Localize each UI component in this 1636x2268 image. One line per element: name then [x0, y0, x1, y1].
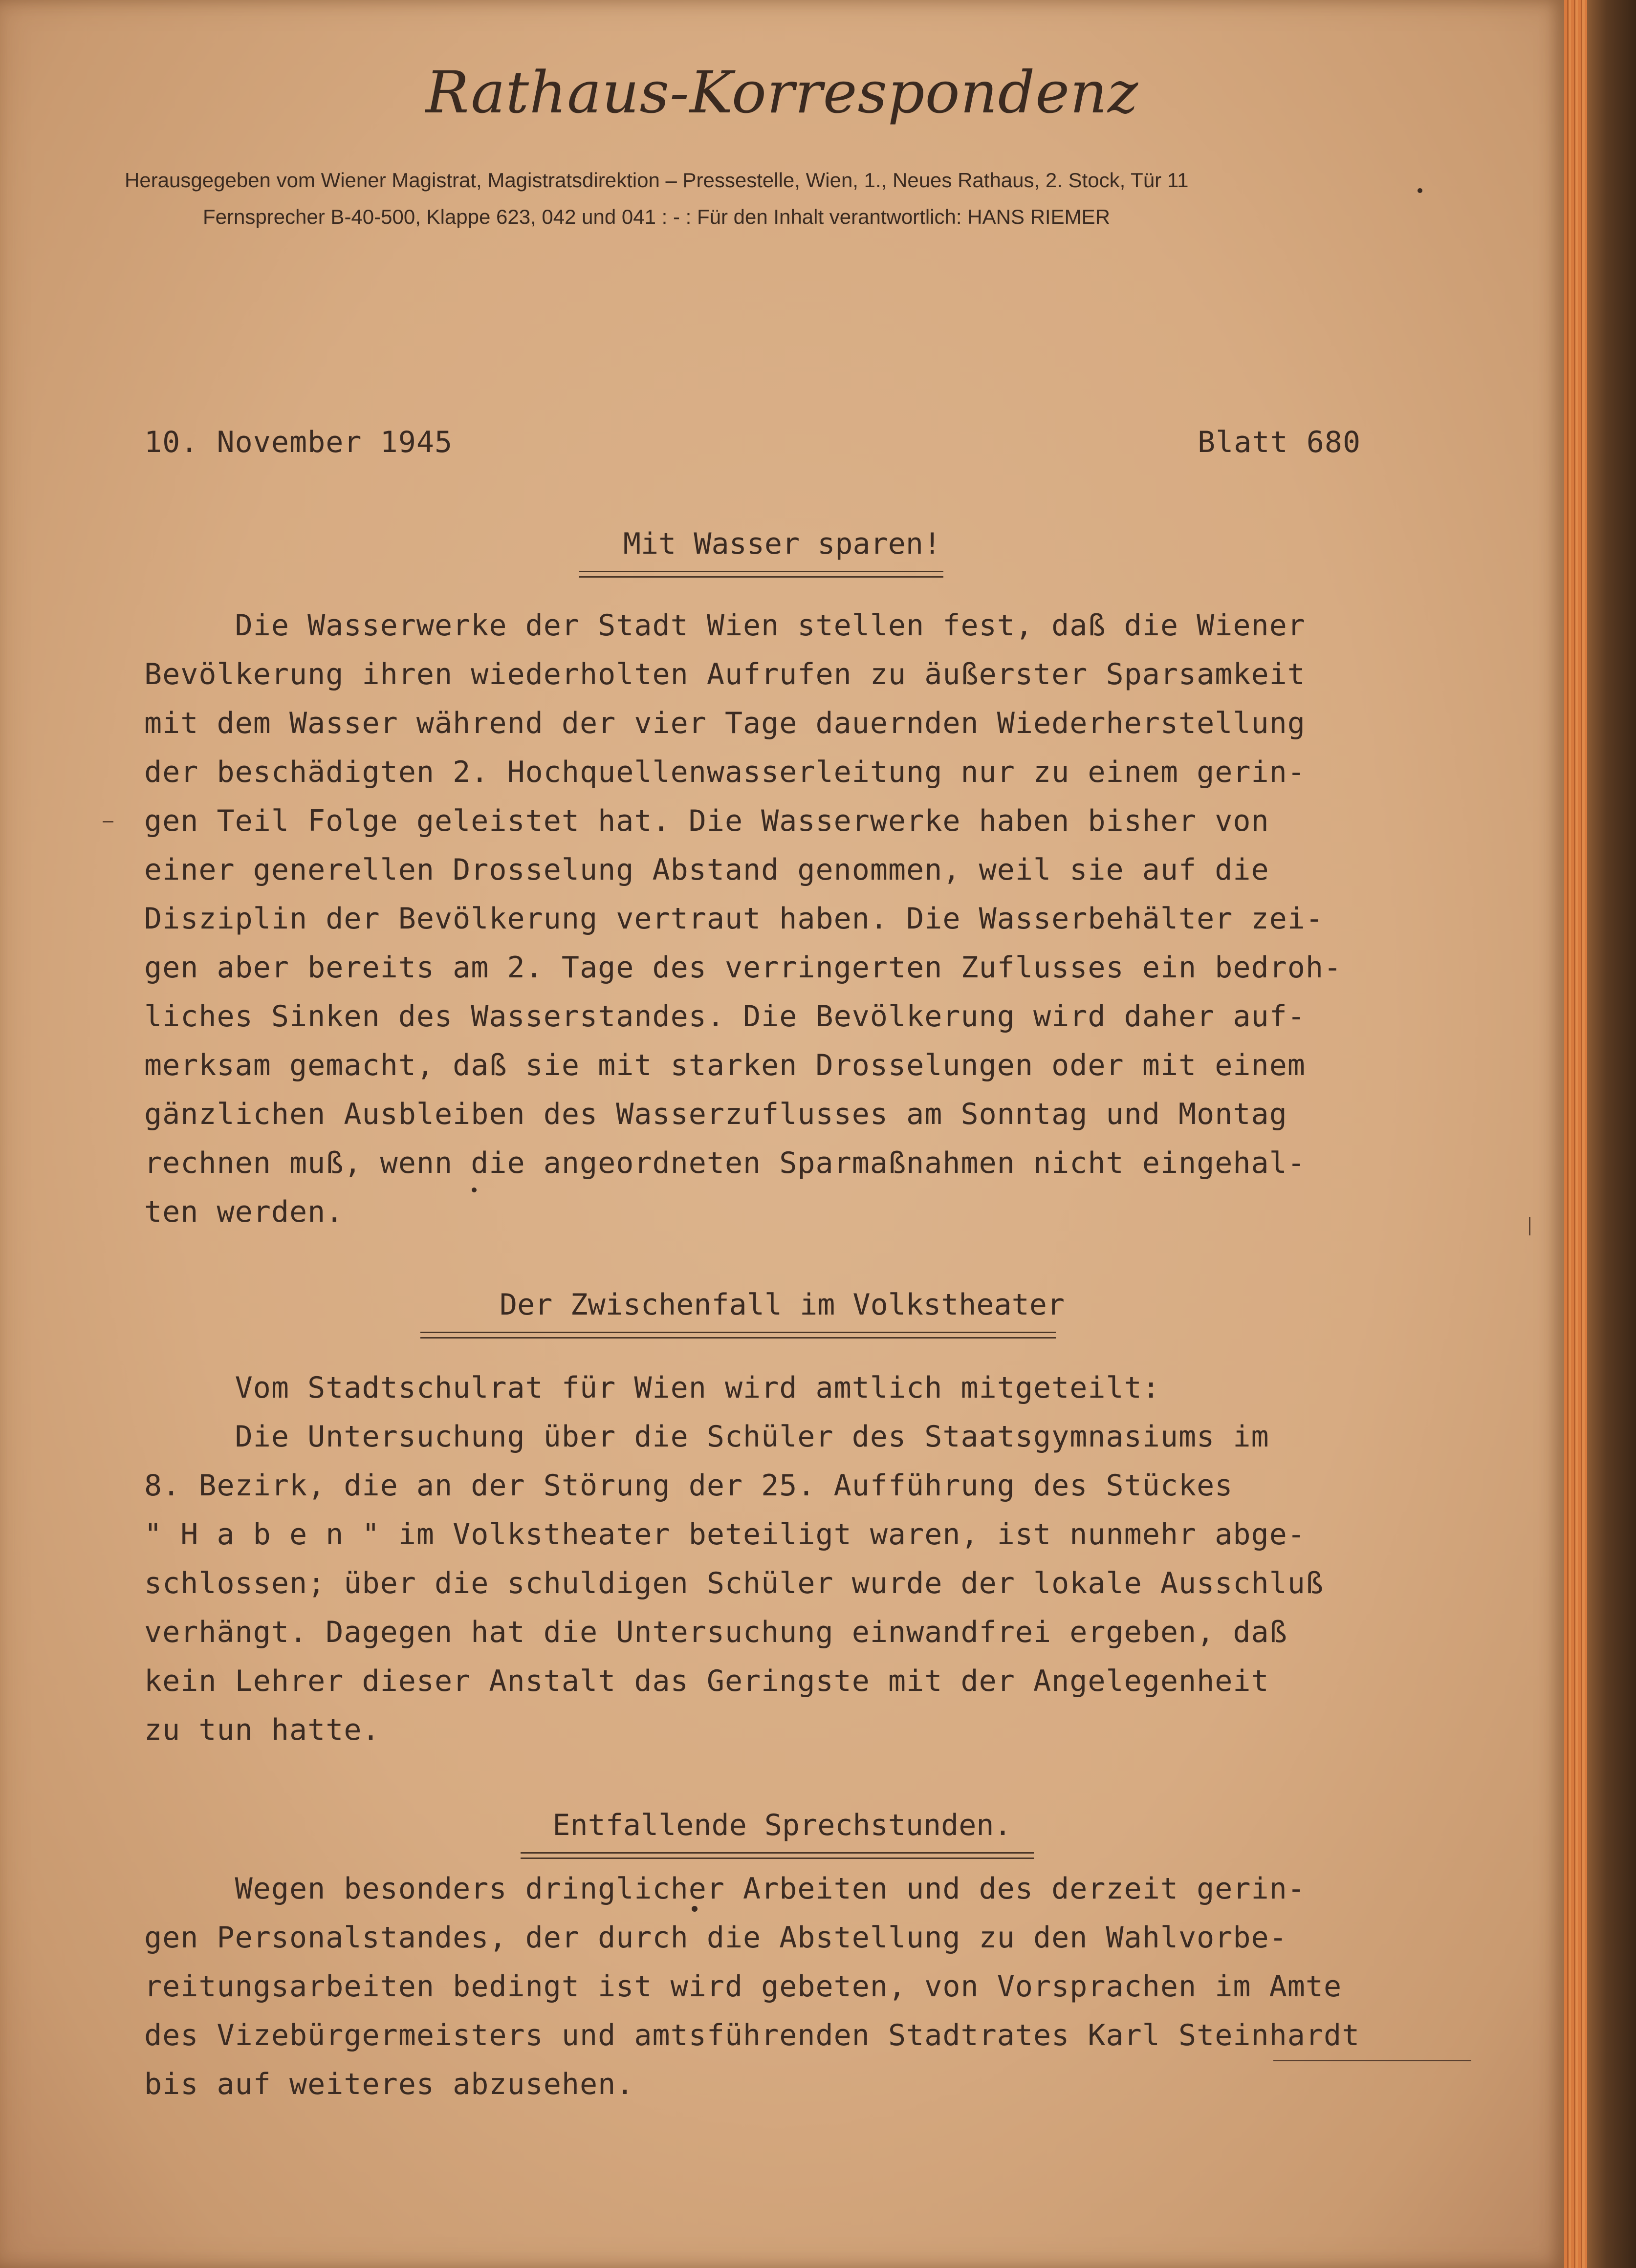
article-volkstheater-line: kein Lehrer dieser Anstalt das Geringste mit der Angelegenheit — [144, 1664, 1269, 1698]
heading-double-underline — [420, 1332, 1056, 1333]
heading-double-underline — [521, 1852, 1034, 1854]
article-heading-volkstheater: Der Zwischenfall im Volkstheater — [500, 1288, 1065, 1322]
article-water-line: Bevölkerung ihren wiederholten Aufrufen zu äußerster Sparsamkeit — [144, 657, 1306, 691]
article-water-line: liches Sinken des Wasserstandes. Die Bevölkerung wird daher auf- — [144, 999, 1306, 1034]
article-heading-water: Mit Wasser sparen! — [623, 527, 941, 561]
binding-background — [1587, 0, 1636, 2268]
article-water-line: gen Teil Folge geleistet hat. Die Wasserwerke haben bisher von — [144, 804, 1269, 838]
article-volkstheater-line: " H a b e n " im Volkstheater beteiligt waren, ist nunmehr abge- — [144, 1517, 1306, 1552]
article-water-line: merksam gemacht, daß sie mit starken Drosselungen oder mit einem — [144, 1048, 1306, 1082]
masthead-title: Rathaus-Korrespondenz — [425, 59, 1139, 126]
article-water-line: gen aber bereits am 2. Tage des verringerten Zuflusses ein bedroh- — [144, 950, 1342, 985]
article-volkstheater-line: Die Untersuchung über die Schüler des Staatsgymnasiums im — [144, 1420, 1269, 1454]
masthead-publisher-line: Herausgegeben vom Wiener Magistrat, Magistratsdirektion – Pressestelle, Wien, 1., Neues Rathaus, 2. Stock, Tür 11 — [125, 169, 1189, 192]
ink-speck — [692, 1906, 698, 1912]
article-water-line: Die Wasserwerke der Stadt Wien stellen fest, daß die Wiener — [144, 608, 1306, 643]
article-water-line: gänzlichen Ausbleiben des Wasserzuflusses am Sonntag und Montag — [144, 1097, 1287, 1131]
document-date: 10. November 1945 — [144, 425, 453, 459]
article-water-line: Disziplin der Bevölkerung vertraut haben. Die Wasserbehälter zei- — [144, 902, 1324, 936]
masthead-contact-line: Fernsprecher B-40-500, Klappe 623, 042 und 041 : - : Für den Inhalt verantwortlich: HANS RIEMER — [203, 205, 1110, 228]
article-office-hours-line: Wegen besonders dringlicher Arbeiten und des derzeit gerin- — [144, 1872, 1306, 1906]
article-volkstheater-line: 8. Bezirk, die an der Störung der 25. Aufführung des Stückes — [144, 1469, 1233, 1503]
ink-speck — [472, 1188, 477, 1192]
article-water-line: ten werden. — [144, 1195, 344, 1229]
article-water-line: einer generellen Drosselung Abstand genommen, weil sie auf die — [144, 853, 1269, 887]
margin-mark — [1529, 1217, 1530, 1235]
sheet-number: Blatt 680 — [1198, 425, 1361, 459]
article-office-hours-line: reitungsarbeiten bedingt ist wird gebeten, von Vorsprachen im Amte — [144, 1969, 1342, 2004]
article-water-line: der beschädigten 2. Hochquellenwasserleitung nur zu einem gerin- — [144, 755, 1306, 789]
ink-speck — [1418, 188, 1422, 193]
article-office-hours-line: bis auf weiteres abzusehen. — [144, 2067, 634, 2101]
article-water-line: mit dem Wasser während der vier Tage dauernden Wiederherstellung — [144, 706, 1306, 740]
article-office-hours-line: gen Personalstandes, der durch die Abstellung zu den Wahlvorbe- — [144, 1921, 1287, 1955]
margin-mark — [103, 821, 113, 822]
article-volkstheater-line: verhängt. Dagegen hat die Untersuchung einwandfrei ergeben, daß — [144, 1615, 1287, 1649]
article-volkstheater-line: schlossen; über die schuldigen Schüler wurde der lokale Ausschluß — [144, 1566, 1324, 1600]
article-water-line: rechnen muß, wenn die angeordneten Sparmaßnahmen nicht eingehal- — [144, 1146, 1306, 1180]
article-volkstheater-line: zu tun hatte. — [144, 1713, 380, 1747]
article-heading-office-hours: Entfallende Sprechstunden. — [552, 1808, 1012, 1842]
article-volkstheater-line: Vom Stadtschulrat für Wien wird amtlich mitgeteilt: — [144, 1371, 1160, 1405]
name-underline — [1273, 2060, 1471, 2061]
article-office-hours-line: des Vizebürgermeisters und amtsführenden Stadtrates Karl Steinhardt — [144, 2018, 1360, 2052]
heading-double-underline — [579, 571, 943, 572]
